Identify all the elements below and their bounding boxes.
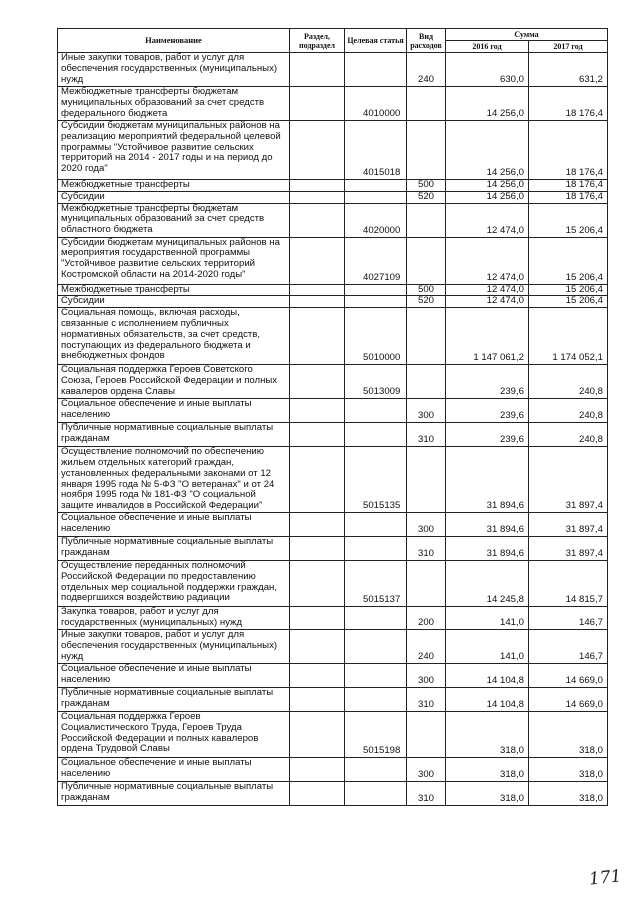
table-row (58, 606, 608, 629)
cell-name: Публичные нормативные социальные выплаты гражданам (58, 536, 290, 560)
cell-name: Социальная поддержка Героев Социалистического Труда, Героев Труда Российской Федерации и полных кавалеров ордена Трудовой Славы (58, 711, 290, 757)
cell-s17: 31 897,4 (529, 536, 608, 560)
cell-s16: 12 474,0 (446, 296, 529, 308)
cell-statya: 5015198 (345, 711, 407, 757)
cell-vid (407, 308, 446, 365)
cell-vid: 310 (407, 423, 446, 447)
cell-statya: 5010000 (345, 308, 407, 365)
cell-s16: 318,0 (446, 781, 529, 805)
cell-name: Межбюджетные трансферты бюджетам муниципальных образований за счет средств федерального бюджета (58, 87, 290, 121)
cell-vid: 520 (407, 296, 446, 308)
cell-razdel (290, 284, 345, 296)
cell-razdel (290, 606, 345, 629)
cell-s17: 1 174 052,1 (529, 308, 608, 365)
cell-statya: 4027109 (345, 237, 407, 284)
header-statya: Целевая статья (345, 29, 407, 53)
header-summa: Сумма (446, 29, 608, 41)
table-row (58, 365, 608, 399)
cell-statya (345, 180, 407, 192)
table-row (58, 663, 608, 687)
table-row (58, 87, 608, 121)
header-year-2016: 2016 год (446, 41, 529, 53)
cell-razdel (290, 512, 345, 536)
cell-s17: 31 897,4 (529, 447, 608, 513)
cell-statya (345, 284, 407, 296)
cell-s16: 12 474,0 (446, 284, 529, 296)
cell-name: Закупка товаров, работ и услуг для государственных (муниципальных) нужд (58, 606, 290, 629)
cell-s16: 318,0 (446, 757, 529, 781)
cell-s16: 14 104,8 (446, 663, 529, 687)
cell-vid: 300 (407, 512, 446, 536)
cell-s16: 239,6 (446, 399, 529, 423)
cell-s17: 240,8 (529, 423, 608, 447)
cell-vid: 240 (407, 629, 446, 663)
cell-statya: 4010000 (345, 87, 407, 121)
cell-statya (345, 423, 407, 447)
cell-s17: 14 669,0 (529, 687, 608, 711)
cell-name: Социальная помощь, включая расходы, связанные с исполнением публичных нормативных обязательств, за счет средств, поступающих из федерального бюджета и внебюджетных фондов (58, 308, 290, 365)
cell-s16: 31 894,6 (446, 512, 529, 536)
cell-vid (407, 87, 446, 121)
table-row (58, 512, 608, 536)
cell-statya (345, 53, 407, 87)
cell-name: Субсидии (58, 296, 290, 308)
cell-razdel (290, 560, 345, 606)
table-row (58, 308, 608, 365)
cell-statya (345, 663, 407, 687)
table-row (58, 296, 608, 308)
cell-s17: 15 206,4 (529, 284, 608, 296)
cell-name: Межбюджетные трансферты бюджетам муниципальных образований за счет средств областного бюджета (58, 203, 290, 237)
cell-name: Социальное обеспечение и иные выплаты населению (58, 512, 290, 536)
cell-s16: 239,6 (446, 365, 529, 399)
cell-s17: 240,8 (529, 365, 608, 399)
cell-name: Социальное обеспечение и иные выплаты населению (58, 399, 290, 423)
header-year-2017: 2017 год (529, 41, 608, 53)
cell-vid: 520 (407, 191, 446, 203)
cell-razdel (290, 687, 345, 711)
cell-name: Субсидии (58, 191, 290, 203)
cell-vid (407, 237, 446, 284)
cell-vid: 300 (407, 757, 446, 781)
cell-razdel (290, 308, 345, 365)
cell-name: Иные закупки товаров, работ и услуг для обеспечения государственных (муниципальных) нужд (58, 53, 290, 87)
budget-table (57, 28, 608, 806)
cell-s16: 14 256,0 (446, 121, 529, 180)
cell-s16: 14 256,0 (446, 87, 529, 121)
header-vid: Вид расходов (407, 29, 446, 53)
cell-name: Социальное обеспечение и иные выплаты населению (58, 757, 290, 781)
cell-vid: 310 (407, 687, 446, 711)
cell-s16: 31 894,6 (446, 536, 529, 560)
cell-s17: 18 176,4 (529, 87, 608, 121)
table-row (58, 423, 608, 447)
table-row (58, 399, 608, 423)
cell-s17: 31 897,4 (529, 512, 608, 536)
cell-name: Публичные нормативные социальные выплаты гражданам (58, 781, 290, 805)
cell-statya: 4015018 (345, 121, 407, 180)
cell-s17: 318,0 (529, 781, 608, 805)
header-name: Наименование (58, 29, 290, 53)
cell-vid (407, 365, 446, 399)
cell-razdel (290, 711, 345, 757)
cell-statya (345, 781, 407, 805)
cell-s16: 12 474,0 (446, 203, 529, 237)
cell-s16: 630,0 (446, 53, 529, 87)
cell-vid: 310 (407, 536, 446, 560)
cell-statya (345, 296, 407, 308)
cell-statya: 5015137 (345, 560, 407, 606)
cell-s17: 18 176,4 (529, 121, 608, 180)
cell-statya (345, 191, 407, 203)
table-row (58, 284, 608, 296)
cell-s17: 318,0 (529, 711, 608, 757)
cell-razdel (290, 399, 345, 423)
cell-s16: 12 474,0 (446, 237, 529, 284)
table-row (58, 237, 608, 284)
table-row (58, 180, 608, 192)
page-number: 171 (588, 866, 623, 890)
cell-s16: 141,0 (446, 629, 529, 663)
cell-statya: 5013009 (345, 365, 407, 399)
cell-vid (407, 447, 446, 513)
cell-s16: 14 256,0 (446, 180, 529, 192)
cell-name: Иные закупки товаров, работ и услуг для обеспечения государственных (муниципальных) нужд (58, 629, 290, 663)
cell-s17: 631,2 (529, 53, 608, 87)
cell-razdel (290, 629, 345, 663)
cell-razdel (290, 180, 345, 192)
cell-s17: 240,8 (529, 399, 608, 423)
cell-s17: 146,7 (529, 606, 608, 629)
cell-vid (407, 560, 446, 606)
cell-statya: 5015135 (345, 447, 407, 513)
table-row (58, 781, 608, 805)
cell-vid: 500 (407, 284, 446, 296)
cell-razdel (290, 191, 345, 203)
cell-s17: 146,7 (529, 629, 608, 663)
cell-s16: 239,6 (446, 423, 529, 447)
table-row (58, 711, 608, 757)
cell-s17: 15 206,4 (529, 296, 608, 308)
cell-statya (345, 512, 407, 536)
cell-s17: 18 176,4 (529, 180, 608, 192)
cell-vid: 310 (407, 781, 446, 805)
cell-name: Осуществление переданных полномочий Российской Федерации по предоставлению отдельных мер социальной поддержки граждан, подвергшихся воздействию радиации (58, 560, 290, 606)
cell-name: Межбюджетные трансферты (58, 180, 290, 192)
cell-s16: 14 256,0 (446, 191, 529, 203)
cell-s17: 14 669,0 (529, 663, 608, 687)
table-row (58, 191, 608, 203)
table-row (58, 560, 608, 606)
cell-razdel (290, 53, 345, 87)
cell-name: Субсидии бюджетам муниципальных районов на реализацию мероприятий федеральной целевой программы "Устойчивое развитие сельских территорий на 2014 - 2017 годы и на период до 2020 года" (58, 121, 290, 180)
cell-s16: 31 894,6 (446, 447, 529, 513)
cell-razdel (290, 203, 345, 237)
cell-name: Осуществление полномочий по обеспечению жильем отдельных категорий граждан, установленных федеральными законами от 12 января 1995 года № 5-ФЗ "О ветеранах" и от 24 ноября 1995 года № 181-ФЗ "О социальной защите инвалидов в Российской Федерации" (58, 447, 290, 513)
cell-razdel (290, 365, 345, 399)
cell-razdel (290, 87, 345, 121)
cell-s16: 14 245,8 (446, 560, 529, 606)
table-row (58, 687, 608, 711)
cell-vid: 500 (407, 180, 446, 192)
table-row (58, 203, 608, 237)
cell-statya (345, 606, 407, 629)
cell-vid: 300 (407, 399, 446, 423)
cell-s17: 18 176,4 (529, 191, 608, 203)
cell-s17: 14 815,7 (529, 560, 608, 606)
table-body (58, 53, 608, 806)
cell-s17: 318,0 (529, 757, 608, 781)
cell-statya (345, 757, 407, 781)
cell-statya (345, 536, 407, 560)
cell-name: Публичные нормативные социальные выплаты гражданам (58, 423, 290, 447)
cell-name: Социальное обеспечение и иные выплаты населению (58, 663, 290, 687)
table-row (58, 121, 608, 180)
cell-razdel (290, 757, 345, 781)
cell-statya: 4020000 (345, 203, 407, 237)
cell-s17: 15 206,4 (529, 203, 608, 237)
cell-vid: 240 (407, 53, 446, 87)
cell-vid (407, 203, 446, 237)
cell-vid: 200 (407, 606, 446, 629)
table-row (58, 629, 608, 663)
table-row (58, 536, 608, 560)
cell-name: Публичные нормативные социальные выплаты гражданам (58, 687, 290, 711)
cell-razdel (290, 237, 345, 284)
cell-razdel (290, 663, 345, 687)
table-row (58, 757, 608, 781)
cell-name: Субсидии бюджетам муниципальных районов на мероприятия государственной программы "Устойчивое развитие сельских территорий Костромской области на 2014-2020 годы" (58, 237, 290, 284)
table-row (58, 53, 608, 87)
cell-vid (407, 121, 446, 180)
cell-s16: 141,0 (446, 606, 529, 629)
cell-s16: 318,0 (446, 711, 529, 757)
header-razdel: Раздел, подраздел (290, 29, 345, 53)
cell-s17: 15 206,4 (529, 237, 608, 284)
cell-statya (345, 687, 407, 711)
cell-s16: 1 147 061,2 (446, 308, 529, 365)
cell-vid: 300 (407, 663, 446, 687)
cell-name: Межбюджетные трансферты (58, 284, 290, 296)
cell-razdel (290, 296, 345, 308)
cell-razdel (290, 536, 345, 560)
cell-razdel (290, 781, 345, 805)
table-row (58, 447, 608, 513)
cell-s16: 14 104,8 (446, 687, 529, 711)
cell-name: Социальная поддержка Героев Советского Союза, Героев Российской Федерации и полных кавалеров ордена Славы (58, 365, 290, 399)
cell-razdel (290, 121, 345, 180)
cell-vid (407, 711, 446, 757)
cell-razdel (290, 423, 345, 447)
cell-statya (345, 399, 407, 423)
cell-razdel (290, 447, 345, 513)
cell-statya (345, 629, 407, 663)
